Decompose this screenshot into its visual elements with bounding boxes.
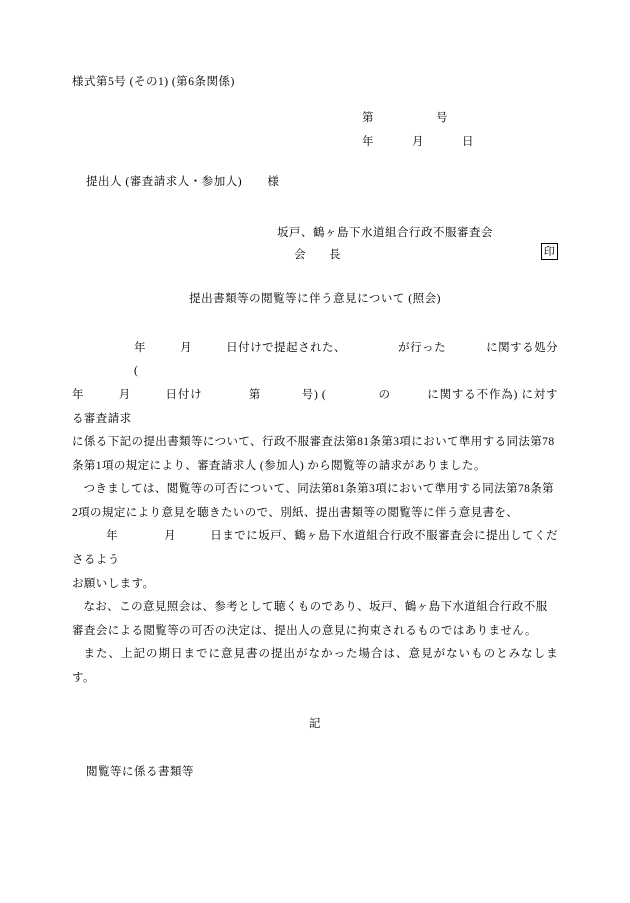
seal-stamp-icon: 印	[541, 243, 558, 260]
p1-year: 年	[134, 341, 146, 354]
issuer-title-line	[72, 245, 558, 267]
addressee-line	[72, 172, 558, 194]
paragraph-2-line-2: 2項の規定により意見を聴きたいので、別紙、提出書類等の閲覧等に伴う意見書を、	[72, 506, 519, 519]
date-field-line	[72, 132, 558, 154]
addressee-label: 提出人 (審査請求人・参加人)	[86, 175, 243, 188]
p1-month: 月	[180, 341, 193, 354]
paragraph-3-line-1: なお、この意見照会は、参考として聴くものであり、坂戸、鶴ヶ島下水道組合行政不服	[83, 601, 548, 614]
date-month-label: 月	[412, 135, 424, 148]
document-title: 提出書類等の閲覧等に伴う意見について (照会)	[189, 293, 441, 306]
p2-year: 年	[106, 530, 119, 543]
p1-text-2: が行った	[398, 341, 447, 354]
date-day-label: 日	[462, 135, 474, 148]
p1b-gou: 号) (	[301, 389, 327, 402]
p2-tail: 日までに坂戸、鶴ヶ島下水道組合行政不服審査会に提出してくださるよう	[72, 530, 558, 566]
date-blank-2	[424, 132, 462, 154]
p1b-month: 月	[118, 389, 132, 402]
date-year-label: 年	[362, 135, 374, 148]
p1b-tail: に関する不作為) に対する審査請求	[72, 389, 559, 425]
p1b-no: の	[378, 389, 391, 402]
form-number: 様式第5号 (その1) (第6条関係)	[72, 76, 235, 88]
number-field-line	[72, 108, 558, 130]
number-blank	[374, 108, 436, 130]
p1b-year: 年	[72, 389, 85, 402]
p1-text-1: 日付けで提起された、	[226, 341, 347, 354]
p1b-dai: 第	[248, 389, 262, 402]
paragraph-1-line-1	[72, 337, 558, 384]
paragraph-1-line-2	[72, 384, 558, 431]
paragraph-2-line-1: つきましては、閲覧等の可否について、同法第81条第3項において準用する同法第78条第	[83, 483, 555, 496]
item-heading: 閲覧等に係る書類等	[86, 766, 194, 779]
paragraph-3-line-2: 審査会による閲覧等の可否の決定は、提出人の意見に拘束されるものではありません。	[72, 624, 537, 637]
p1-text-3: に関する処分 (	[134, 341, 559, 378]
paragraph-1-line-3: に係る下記の提出書類等について、行政不服審査法第81条第3項において準用する同法第78	[72, 436, 555, 449]
number-suffix-label: 号	[436, 111, 448, 124]
issuer-organization: 坂戸、鶴ヶ島下水道組合行政不服審査会	[277, 227, 493, 240]
ki-mark: 記	[309, 718, 321, 731]
date-blank-1	[374, 132, 412, 154]
p2-month: 月	[164, 530, 177, 543]
number-prefix-label: 第	[362, 111, 374, 124]
paragraph-2-line-4: お願いします。	[72, 577, 155, 590]
p1b-dayform: 日付け	[165, 389, 203, 402]
paragraph-2-line-3	[72, 525, 558, 572]
issuer-title: 会 長	[294, 249, 347, 262]
paragraph-1-line-4: 条第1項の規定により、審査請求人 (参加人) から閲覧等の請求がありました。	[72, 459, 486, 472]
paragraph-4: また、上記の期日までに意見書の提出がなかった場合は、意見がないものとみなします。	[72, 648, 558, 684]
addressee-honorific: 様	[267, 175, 280, 188]
